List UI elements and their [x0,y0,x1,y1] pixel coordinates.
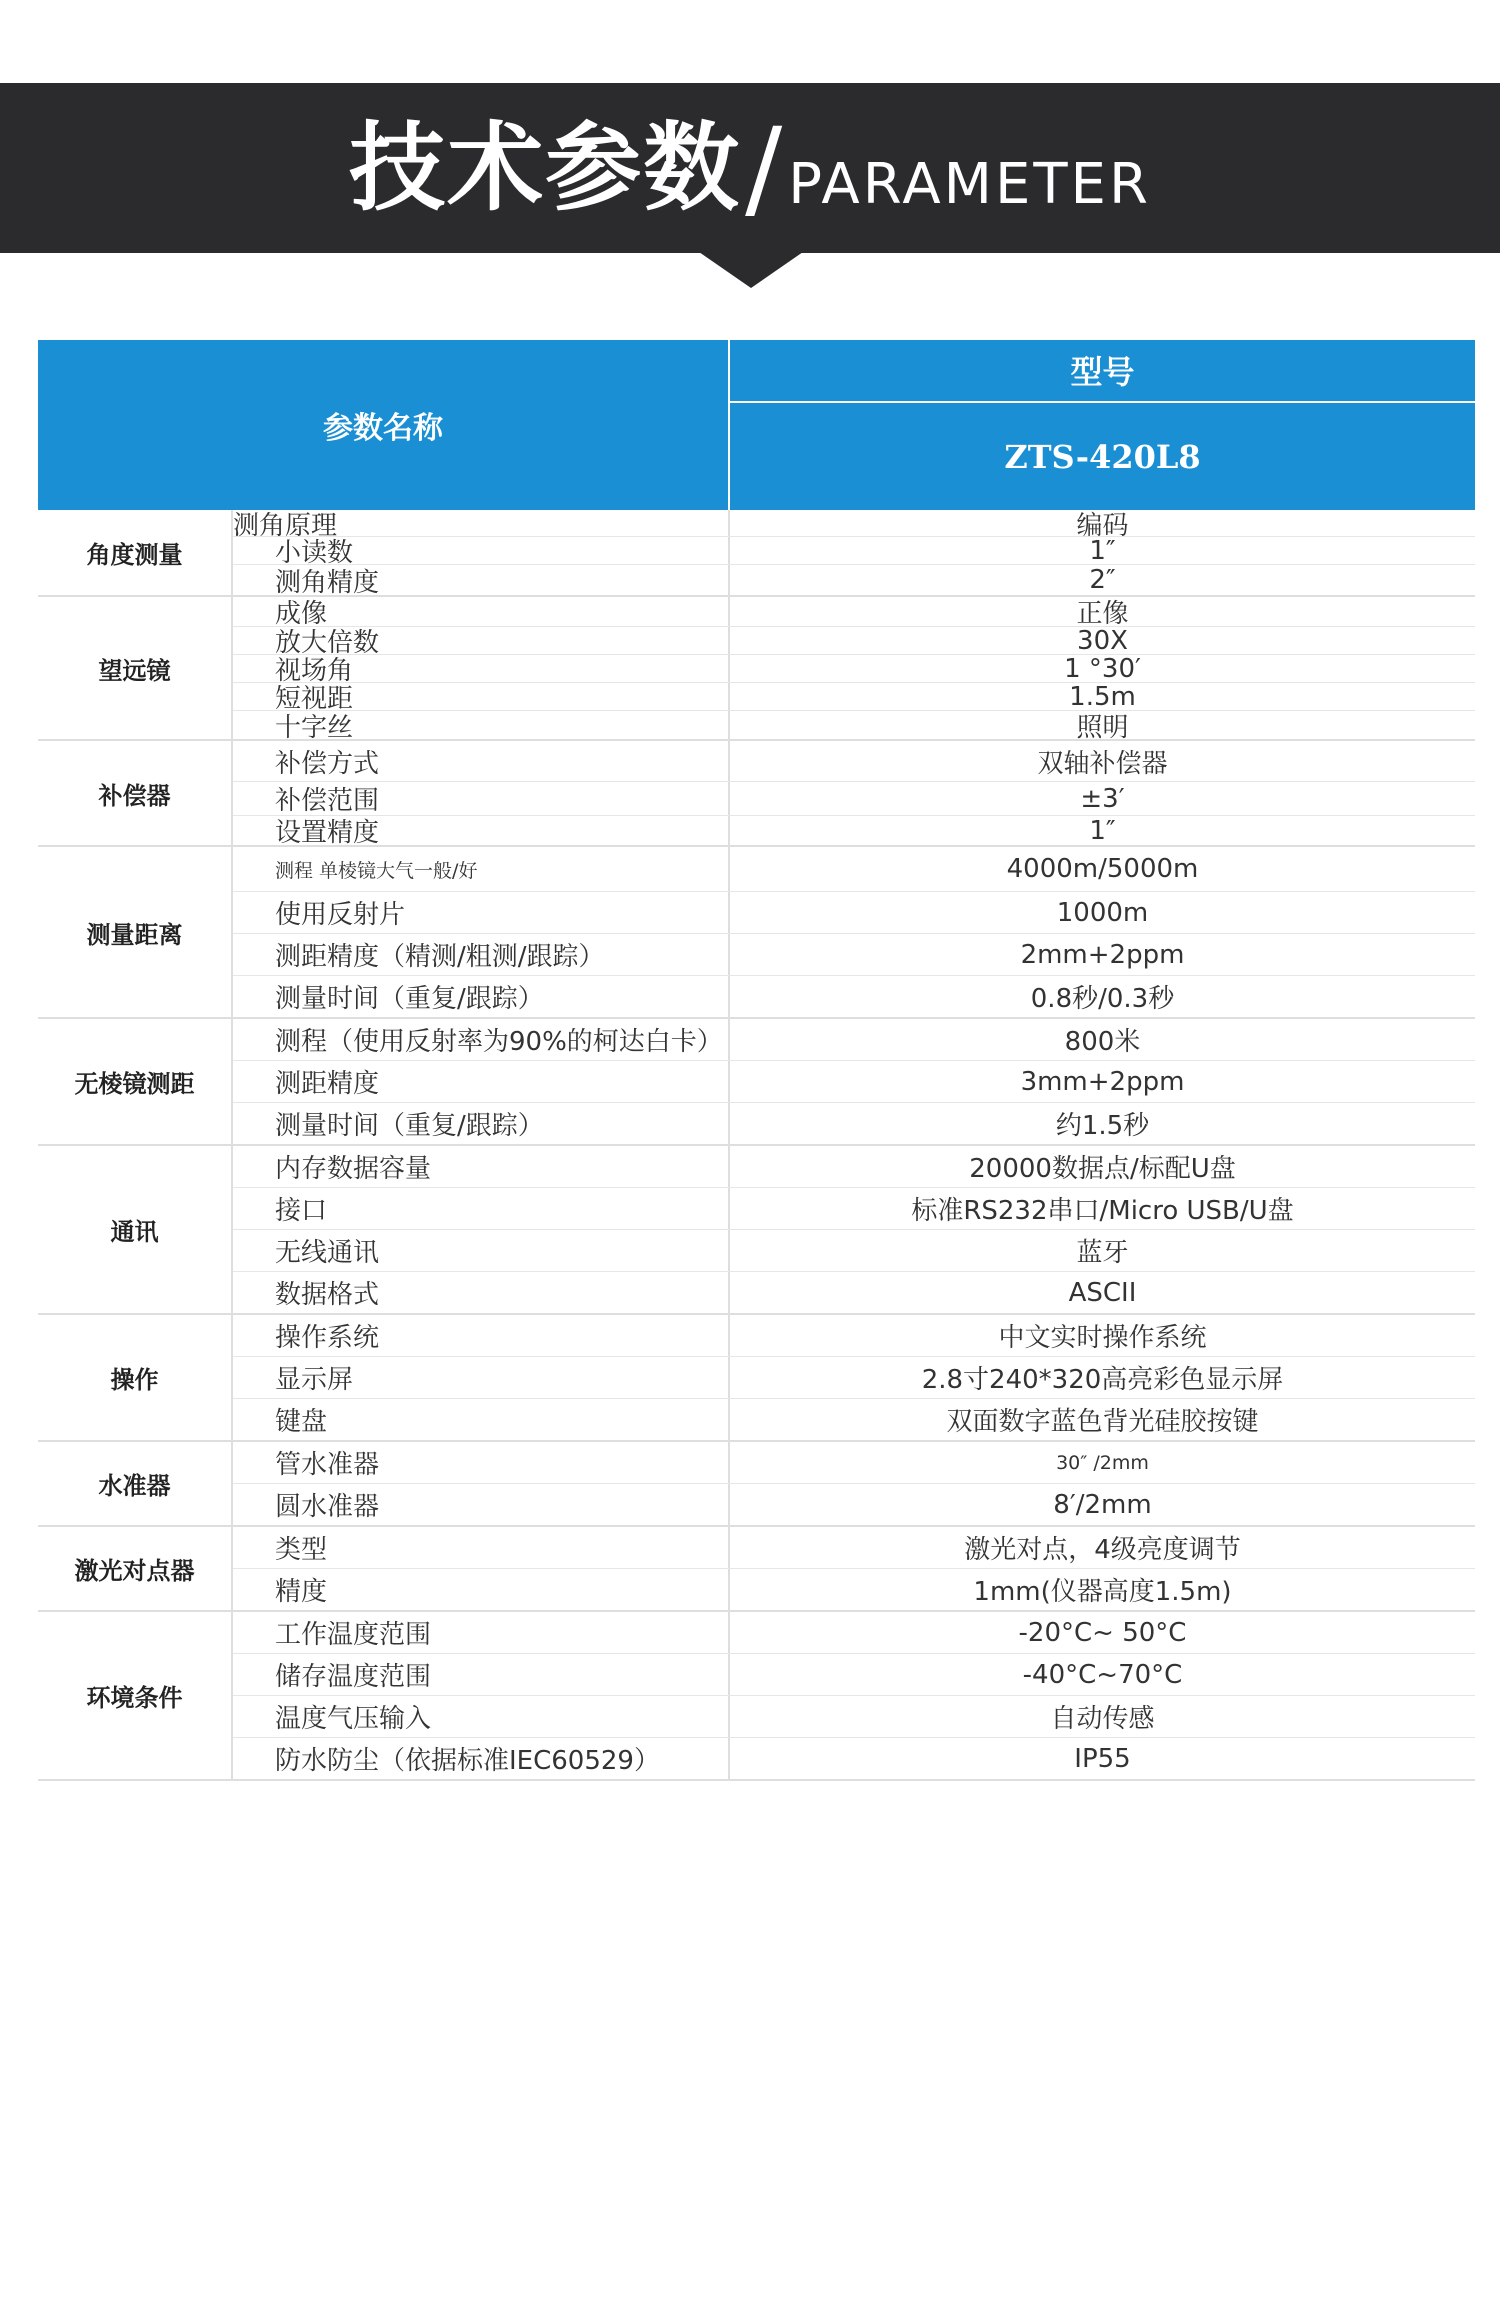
param-value: ±3′ [1080,783,1125,814]
table-row [233,1569,1475,1610]
param-value: 中文实时操作系统 [998,1323,1207,1353]
table-row [233,625,1475,658]
group-rows [233,510,1475,598]
group-label: 操作 [38,1315,233,1440]
param-value: IP55 [1074,1743,1131,1774]
group-label: 通讯 [38,1146,233,1313]
table-row [233,1272,1475,1313]
param-name: 视场角 [233,655,730,682]
param-group [38,1146,1475,1315]
group-rows [233,1019,1475,1144]
param-name: 圆水准器 [233,1484,730,1525]
param-name: 内存数据容量 [233,1146,730,1187]
param-name: 储存温度范围 [233,1654,730,1695]
table-row [233,535,1475,568]
param-name: 测角原理 [233,510,730,536]
table-row [233,1061,1475,1103]
table-row [233,1230,1475,1272]
param-value: 2″ [1089,565,1116,595]
table-row [233,976,1475,1017]
group-rows [233,741,1475,848]
table-row [233,1146,1475,1188]
param-name: 补偿范围 [233,782,730,815]
table-row [233,681,1475,714]
param-value: 双轴补偿器 [1037,748,1168,779]
table-row [233,1019,1475,1061]
table-row [233,1654,1475,1696]
group-rows [233,1315,1475,1440]
table-row [233,565,1475,598]
table-row [233,934,1475,976]
param-name: 测量时间（重复/跟踪） [233,976,730,1017]
param-value: -20°C~ 50°C [1018,1617,1187,1648]
model-value: ZTS-420L8 [1004,437,1201,476]
table-row [233,597,1475,627]
group-label: 水准器 [38,1442,233,1525]
param-name: 操作系统 [233,1315,730,1356]
param-name: 温度气压输入 [233,1696,730,1737]
table-row [233,1357,1475,1399]
param-group [38,847,1475,1019]
param-value: 1000m [1056,897,1149,928]
param-value: -40°C~70°C [1022,1659,1183,1690]
param-name: 测程（使用反射率为90%的柯达白卡） [233,1019,730,1060]
banner-pointer [699,252,803,288]
group-rows [233,1527,1475,1610]
table-row [233,1103,1475,1144]
param-value: 4000m/5000m [1006,854,1199,884]
param-name: 十字丝 [233,711,730,739]
table-body [38,510,1475,1781]
param-name: 防水防尘（依据标准IEC60529） [233,1738,730,1779]
param-value: 1mm(仪器高度1.5m) [973,1577,1232,1607]
param-name: 键盘 [233,1399,730,1440]
group-label: 补偿器 [38,741,233,845]
param-name: 精度 [233,1569,730,1610]
param-group [38,1442,1475,1527]
param-name: 数据格式 [233,1272,730,1313]
param-name: 工作温度范围 [233,1612,730,1653]
table-row [233,1738,1475,1779]
param-name: 无线通讯 [233,1230,730,1271]
table-row [233,510,1475,541]
param-value: 约1.5秒 [1055,1111,1150,1141]
parameter-table [38,340,1475,1781]
table-row [233,847,1475,892]
table-row [233,653,1475,686]
param-value: 编码 [1076,510,1129,541]
param-name: 类型 [233,1527,730,1568]
param-name: 管水准器 [233,1442,730,1483]
group-label: 角度测量 [38,510,233,595]
param-group [38,1315,1475,1442]
param-name: 使用反射片 [233,892,730,933]
param-value: 1″ [1089,535,1116,566]
param-value: 1″ [1089,815,1116,846]
table-row [233,1527,1475,1569]
param-name: 成像 [233,597,730,626]
param-group [38,597,1475,741]
param-value: 1 °30′ [1064,653,1141,684]
table-row [233,1612,1475,1654]
group-rows [233,597,1475,743]
table-row [233,782,1475,816]
param-group [38,1019,1475,1146]
param-name: 测距精度（精测/粗测/跟踪） [233,934,730,975]
table-row [233,1188,1475,1230]
table-header [38,340,1475,510]
param-value: 标准RS232串口/Micro USB/U盘 [911,1196,1294,1226]
group-label: 环境条件 [38,1612,233,1779]
param-name: 短视距 [233,683,730,710]
param-value: 30″ /2mm [1056,1451,1149,1474]
param-value: 2mm+2ppm [1020,939,1185,970]
group-rows [233,1442,1475,1525]
param-value: 正像 [1076,599,1129,629]
table-row [233,1484,1475,1525]
title-separator: / [745,104,783,232]
group-rows [233,1146,1475,1313]
param-value: 8′/2mm [1053,1489,1152,1520]
param-name: 测角精度 [233,565,730,595]
table-row [233,741,1475,782]
param-name: 测量时间（重复/跟踪） [233,1103,730,1144]
param-name: 设置精度 [233,816,730,845]
param-value: 0.8秒/0.3秒 [1030,984,1175,1014]
param-value: 20000数据点/标配U盘 [969,1154,1236,1184]
group-rows [233,1612,1475,1779]
param-value: 3mm+2ppm [1020,1066,1185,1097]
param-group [38,741,1475,847]
param-group [38,1612,1475,1781]
param-value: 激光对点，4级亮度调节 [964,1535,1241,1565]
param-name: 小读数 [233,537,730,564]
param-value: 800米 [1064,1027,1141,1057]
param-name: 测距精度 [233,1061,730,1102]
param-value: 照明 [1076,712,1129,743]
table-row [233,1315,1475,1357]
model-header: 型号 [1070,353,1135,391]
param-value: 双面数字蓝色背光硅胶按键 [946,1407,1259,1437]
group-label: 望远镜 [38,597,233,739]
title-chinese: 技术参数 [349,112,742,224]
table-row [233,892,1475,934]
param-value: 2.8寸240*320高亮彩色显示屏 [921,1365,1284,1395]
param-value: 自动传感 [1050,1704,1155,1734]
table-row [233,815,1475,848]
table-row [233,1696,1475,1738]
group-label: 测量距离 [38,847,233,1017]
param-group [38,1527,1475,1612]
param-name: 显示屏 [233,1357,730,1398]
param-name: 补偿方式 [233,741,730,781]
param-name-header: 参数名称 [323,411,443,446]
param-value: 1.5m [1069,681,1136,712]
param-value: ASCII [1068,1277,1137,1308]
param-name: 放大倍数 [233,627,730,654]
table-row [233,711,1475,743]
title-english: PARAMETER [788,152,1151,217]
table-row [233,1399,1475,1440]
group-rows [233,847,1475,1017]
table-row [233,1442,1475,1484]
param-value: 蓝牙 [1076,1238,1129,1268]
page-title [0,83,1500,253]
param-name: 测程 单棱镜大气一般/好 [233,847,730,891]
group-label: 激光对点器 [38,1527,233,1610]
param-value: 30X [1077,625,1128,656]
group-label: 无棱镜测距 [38,1019,233,1144]
param-name: 接口 [233,1188,730,1229]
param-group [38,510,1475,597]
